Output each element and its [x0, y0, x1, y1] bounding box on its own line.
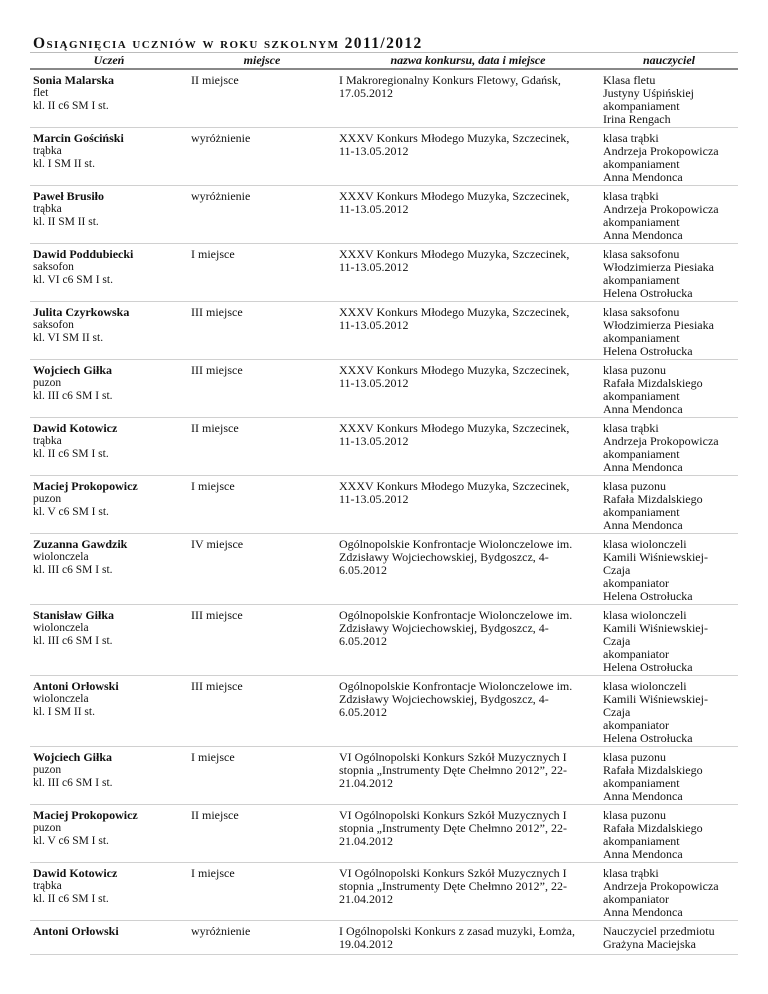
student-class: kl. V c6 SM I st. — [33, 506, 109, 518]
teacher-cell — [600, 69, 738, 128]
student-instrument: puzon — [33, 764, 62, 776]
student-cell — [30, 534, 188, 605]
student-name: Wojciech Giłka — [33, 750, 112, 764]
student-class: kl. II c6 SM I st. — [33, 448, 109, 460]
contest-cell — [336, 128, 600, 186]
contest-line: Zdzisławy Wojciechowskiej, Bydgoszcz, 4- — [339, 550, 549, 564]
table-row — [30, 921, 738, 955]
contest-cell — [336, 534, 600, 605]
column-header-student: Uczeń — [30, 53, 188, 70]
teacher-line: akompaniament — [603, 834, 680, 848]
place-value: wyróżnienie — [191, 131, 251, 145]
student-instrument: trąbka — [33, 435, 62, 447]
teacher-line: Włodzimierza Piesiaka — [603, 260, 714, 274]
contest-line: 21.04.2012 — [339, 776, 393, 790]
contest-line: 11-13.05.2012 — [339, 144, 409, 158]
student-cell — [30, 360, 188, 418]
place-cell — [188, 534, 336, 605]
contest-line: XXXV Konkurs Młodego Muzyka, Szczecinek, — [339, 421, 570, 435]
place-cell — [188, 302, 336, 360]
student-cell — [30, 418, 188, 476]
teacher-line: Rafała Mizdalskiego — [603, 763, 703, 777]
teacher-line: klasa puzonu — [603, 808, 666, 822]
teacher-line: akompaniament — [603, 331, 680, 345]
teacher-line: Helena Ostrołucka — [603, 660, 693, 674]
contest-cell — [336, 360, 600, 418]
teacher-line: Anna Mendonca — [603, 460, 683, 474]
teacher-cell — [600, 534, 738, 605]
table-row — [30, 418, 738, 476]
teacher-line: Helena Ostrołucka — [603, 344, 693, 358]
student-class: kl. III c6 SM I st. — [33, 635, 113, 647]
teacher-line: akompaniament — [603, 505, 680, 519]
student-class: kl. II c6 SM I st. — [33, 100, 109, 112]
teacher-line: Andrzeja Prokopowicza — [603, 434, 719, 448]
place-value: I miejsce — [191, 866, 235, 880]
student-instrument: saksofon — [33, 319, 74, 331]
student-instrument: trąbka — [33, 145, 62, 157]
contest-line: Zdzisławy Wojciechowskiej, Bydgoszcz, 4- — [339, 621, 549, 635]
table-row — [30, 605, 738, 676]
student-name: Paweł Brusiło — [33, 189, 104, 203]
student-class: kl. V c6 SM I st. — [33, 835, 109, 847]
student-name: Sonia Malarska — [33, 73, 115, 87]
contest-cell — [336, 863, 600, 921]
table-header-row — [30, 53, 738, 70]
teacher-line: akompaniator — [603, 576, 669, 590]
student-class: kl. VI SM II st. — [33, 332, 104, 344]
student-class: kl. VI c6 SM I st. — [33, 274, 113, 286]
student-name: Stanisław Giłka — [33, 608, 115, 622]
teacher-line: Rafała Mizdalskiego — [603, 492, 703, 506]
teacher-line: Anna Mendonca — [603, 789, 683, 803]
contest-line: VI Ogólnopolski Konkurs Szkół Muzycznych I — [339, 808, 567, 822]
contest-line: 21.04.2012 — [339, 834, 393, 848]
place-value: I miejsce — [191, 247, 235, 261]
contest-line: XXXV Konkurs Młodego Muzyka, Szczecinek, — [339, 479, 570, 493]
student-cell — [30, 128, 188, 186]
student-cell — [30, 863, 188, 921]
table-row — [30, 186, 738, 244]
student-instrument: flet — [33, 87, 49, 99]
student-class: kl. II SM II st. — [33, 216, 99, 228]
student-cell — [30, 921, 188, 955]
place-cell — [188, 805, 336, 863]
table-row — [30, 360, 738, 418]
table-row — [30, 302, 738, 360]
contest-line: 19.04.2012 — [339, 937, 393, 951]
contest-line: stopnia „Instrumenty Dęte Chełmno 2012”, 22- — [339, 763, 567, 777]
contest-line: XXXV Konkurs Młodego Muzyka, Szczecinek, — [339, 247, 570, 261]
student-cell — [30, 747, 188, 805]
teacher-line: Anna Mendonca — [603, 228, 683, 242]
student-cell — [30, 186, 188, 244]
teacher-line: klasa trąbki — [603, 866, 659, 880]
teacher-cell — [600, 476, 738, 534]
student-class: kl. III c6 SM I st. — [33, 777, 113, 789]
teacher-line: Irina Rengach — [603, 112, 671, 126]
place-cell — [188, 418, 336, 476]
place-value: III miejsce — [191, 679, 243, 693]
contest-line: 17.05.2012 — [339, 86, 393, 100]
student-name: Julita Czyrkowska — [33, 305, 130, 319]
teacher-cell — [600, 128, 738, 186]
contest-line: Ogólnopolskie Konfrontacje Wiolonczelowe im. — [339, 679, 573, 693]
student-name: Maciej Prokopowicz — [33, 479, 138, 493]
teacher-line: Helena Ostrołucka — [603, 286, 693, 300]
teacher-cell — [600, 418, 738, 476]
place-value: III miejsce — [191, 363, 243, 377]
contest-cell — [336, 747, 600, 805]
teacher-cell — [600, 921, 738, 955]
student-class: kl. I SM II st. — [33, 158, 95, 170]
contest-line: 11-13.05.2012 — [339, 318, 409, 332]
student-name: Dawid Kotowicz — [33, 866, 118, 880]
achievements-table — [30, 52, 738, 955]
teacher-line: klasa trąbki — [603, 421, 659, 435]
teacher-line: Rafała Mizdalskiego — [603, 376, 703, 390]
contest-cell — [336, 921, 600, 955]
place-cell — [188, 747, 336, 805]
place-value: IV miejsce — [191, 537, 244, 551]
teacher-line: klasa wiolonczeli — [603, 679, 687, 693]
teacher-line: Justyny Uśpińskiej — [603, 86, 695, 100]
place-cell — [188, 605, 336, 676]
contest-line: 11-13.05.2012 — [339, 202, 409, 216]
contest-line: 6.05.2012 — [339, 563, 387, 577]
contest-cell — [336, 418, 600, 476]
place-value: II miejsce — [191, 808, 239, 822]
teacher-line: klasa saksofonu — [603, 247, 680, 261]
contest-line: 6.05.2012 — [339, 634, 387, 648]
teacher-cell — [600, 244, 738, 302]
student-instrument: trąbka — [33, 203, 62, 215]
contest-line: VI Ogólnopolski Konkurs Szkół Muzycznych I — [339, 866, 567, 880]
student-cell — [30, 244, 188, 302]
teacher-line: Anna Mendonca — [603, 518, 683, 532]
student-name: Antoni Orłowski — [33, 679, 119, 693]
table-row — [30, 805, 738, 863]
place-cell — [188, 863, 336, 921]
column-header-teacher: nauczyciel — [600, 53, 738, 70]
teacher-line: akompaniator — [603, 892, 669, 906]
teacher-cell — [600, 186, 738, 244]
contest-cell — [336, 69, 600, 128]
student-class: kl. III c6 SM I st. — [33, 564, 113, 576]
contest-line: XXXV Konkurs Młodego Muzyka, Szczecinek, — [339, 305, 570, 319]
teacher-line: akompaniament — [603, 273, 680, 287]
teacher-cell — [600, 676, 738, 747]
table-row — [30, 69, 738, 128]
student-name: Zuzanna Gawdzik — [33, 537, 128, 551]
place-value: I miejsce — [191, 750, 235, 764]
table-row — [30, 244, 738, 302]
contest-line: 11-13.05.2012 — [339, 492, 409, 506]
teacher-line: Andrzeja Prokopowicza — [603, 144, 719, 158]
teacher-line: Włodzimierza Piesiaka — [603, 318, 714, 332]
place-value: wyróżnienie — [191, 189, 251, 203]
place-cell — [188, 128, 336, 186]
teacher-line: Andrzeja Prokopowicza — [603, 879, 719, 893]
table-row — [30, 128, 738, 186]
student-instrument: wiolonczela — [33, 551, 89, 563]
contest-cell — [336, 476, 600, 534]
teacher-line: akompaniament — [603, 157, 680, 171]
teacher-cell — [600, 302, 738, 360]
contest-line: 11-13.05.2012 — [339, 376, 409, 390]
teacher-line: Anna Mendonca — [603, 402, 683, 416]
student-instrument: puzon — [33, 822, 62, 834]
place-cell — [188, 360, 336, 418]
teacher-cell — [600, 863, 738, 921]
contest-line: VI Ogólnopolski Konkurs Szkół Muzycznych I — [339, 750, 567, 764]
teacher-line: Anna Mendonca — [603, 847, 683, 861]
teacher-line: Grażyna Maciejska — [603, 937, 696, 951]
student-class: kl. III c6 SM I st. — [33, 390, 113, 402]
teacher-line: akompaniator — [603, 718, 669, 732]
place-cell — [188, 244, 336, 302]
teacher-line: klasa puzonu — [603, 479, 666, 493]
table-row — [30, 476, 738, 534]
student-cell — [30, 805, 188, 863]
contest-line: XXXV Konkurs Młodego Muzyka, Szczecinek, — [339, 363, 570, 377]
contest-line: stopnia „Instrumenty Dęte Chełmno 2012”, 22- — [339, 821, 567, 835]
teacher-line: akompaniament — [603, 215, 680, 229]
table-row — [30, 534, 738, 605]
teacher-line: akompaniament — [603, 447, 680, 461]
student-instrument: wiolonczela — [33, 693, 89, 705]
place-cell — [188, 921, 336, 955]
teacher-line: klasa trąbki — [603, 189, 659, 203]
contest-line: 11-13.05.2012 — [339, 434, 409, 448]
place-cell — [188, 476, 336, 534]
teacher-line: Kamili Wiśniewskiej-Czaja — [603, 621, 708, 648]
student-instrument: puzon — [33, 377, 62, 389]
place-value: III miejsce — [191, 305, 243, 319]
student-instrument: puzon — [33, 493, 62, 505]
student-cell — [30, 605, 188, 676]
teacher-line: Klasa fletu — [603, 73, 656, 87]
place-cell — [188, 676, 336, 747]
student-instrument: saksofon — [33, 261, 74, 273]
page-title: Osiągnięcia uczniów w roku szkolnym 2011/2012 — [33, 35, 423, 52]
student-cell — [30, 476, 188, 534]
contest-line: 21.04.2012 — [339, 892, 393, 906]
teacher-line: Rafała Mizdalskiego — [603, 821, 703, 835]
contest-line: 6.05.2012 — [339, 705, 387, 719]
contest-cell — [336, 186, 600, 244]
teacher-cell — [600, 805, 738, 863]
student-name: Antoni Orłowski — [33, 924, 119, 938]
teacher-cell — [600, 360, 738, 418]
table-row — [30, 747, 738, 805]
teacher-line: Helena Ostrołucka — [603, 731, 693, 745]
place-value: II miejsce — [191, 73, 239, 87]
table-row — [30, 863, 738, 921]
student-instrument: trąbka — [33, 880, 62, 892]
student-class: kl. II c6 SM I st. — [33, 893, 109, 905]
contest-cell — [336, 302, 600, 360]
teacher-line: Helena Ostrołucka — [603, 589, 693, 603]
contest-line: Ogólnopolskie Konfrontacje Wiolonczelowe im. — [339, 537, 573, 551]
student-name: Marcin Gościński — [33, 131, 124, 145]
column-header-contest: nazwa konkursu, data i miejsce — [336, 53, 600, 70]
contest-line: I Makroregionalny Konkurs Fletowy, Gdańsk, — [339, 73, 561, 87]
student-name: Dawid Kotowicz — [33, 421, 118, 435]
contest-line: Ogólnopolskie Konfrontacje Wiolonczelowe im. — [339, 608, 573, 622]
student-cell — [30, 676, 188, 747]
contest-line: stopnia „Instrumenty Dęte Chełmno 2012”, 22- — [339, 879, 567, 893]
contest-line: I Ogólnopolski Konkurs z zasad muzyki, Łomża, — [339, 924, 575, 938]
teacher-line: Kamili Wiśniewskiej-Czaja — [603, 692, 708, 719]
teacher-line: klasa wiolonczeli — [603, 608, 687, 622]
teacher-line: akompaniament — [603, 99, 680, 113]
place-value: I miejsce — [191, 479, 235, 493]
student-cell — [30, 302, 188, 360]
contest-cell — [336, 805, 600, 863]
student-name: Maciej Prokopowicz — [33, 808, 138, 822]
teacher-line: Andrzeja Prokopowicza — [603, 202, 719, 216]
contest-cell — [336, 605, 600, 676]
student-name: Wojciech Giłka — [33, 363, 112, 377]
column-header-place: miejsce — [188, 53, 336, 70]
contest-line: XXXV Konkurs Młodego Muzyka, Szczecinek, — [339, 189, 570, 203]
place-cell — [188, 186, 336, 244]
student-cell — [30, 69, 188, 128]
student-name: Dawid Poddubiecki — [33, 247, 134, 261]
teacher-line: Anna Mendonca — [603, 905, 683, 919]
contest-cell — [336, 676, 600, 747]
teacher-line: akompaniament — [603, 389, 680, 403]
teacher-line: klasa wiolonczeli — [603, 537, 687, 551]
teacher-line: akompaniament — [603, 776, 680, 790]
teacher-line: akompaniator — [603, 647, 669, 661]
place-value: II miejsce — [191, 421, 239, 435]
contest-line: 11-13.05.2012 — [339, 260, 409, 274]
teacher-line: Anna Mendonca — [603, 170, 683, 184]
teacher-line: klasa puzonu — [603, 750, 666, 764]
teacher-line: Kamili Wiśniewskiej-Czaja — [603, 550, 708, 577]
teacher-line: klasa trąbki — [603, 131, 659, 145]
teacher-cell — [600, 747, 738, 805]
contest-cell — [336, 244, 600, 302]
place-value: wyróżnienie — [191, 924, 251, 938]
student-class: kl. I SM II st. — [33, 706, 95, 718]
teacher-line: Nauczyciel przedmiotu — [603, 924, 715, 938]
contest-line: Zdzisławy Wojciechowskiej, Bydgoszcz, 4- — [339, 692, 549, 706]
place-value: III miejsce — [191, 608, 243, 622]
contest-line: XXXV Konkurs Młodego Muzyka, Szczecinek, — [339, 131, 570, 145]
place-cell — [188, 69, 336, 128]
table-row — [30, 676, 738, 747]
teacher-line: klasa puzonu — [603, 363, 666, 377]
student-instrument: wiolonczela — [33, 622, 89, 634]
teacher-cell — [600, 605, 738, 676]
teacher-line: klasa saksofonu — [603, 305, 680, 319]
